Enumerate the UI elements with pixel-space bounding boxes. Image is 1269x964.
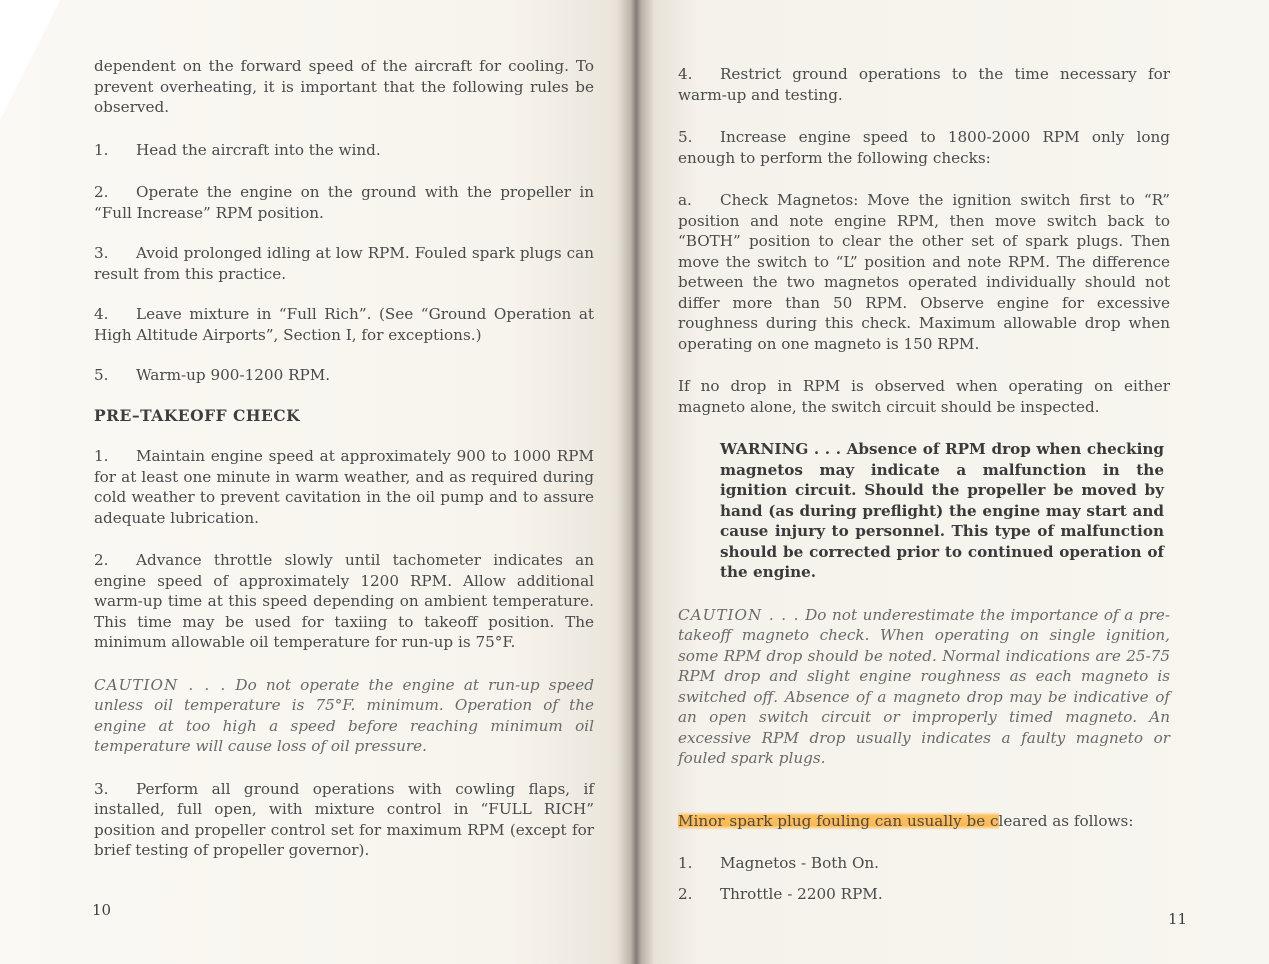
book-gutter [618,0,654,964]
fouling-step: 2. Throttle - 2200 RPM. [678,884,883,903]
right-page [636,0,1269,964]
warning-note: WARNING . . . Absence of RPM drop when checking magnetos may indicate a malfunction in the ignition circuit. Should the propeller be moved by hand (as during preflight) the engine may start and cause injury to personnel. This type of malfunction should be corrected prior to continued operation of the engine. [720,440,1164,581]
section-heading: PRE–TAKEOFF CHECK [94,405,301,425]
intro-paragraph: dependent on the forward speed of the aircraft for cooling. To prevent overheating, it is important that the following rules be observed. [94,57,594,116]
right-text-column [678,64,1170,904]
check-item: 3. Perform all ground operations with cowling flaps, if installed, full open, with mixture control in “FULL RICH” position and propeller control set for maximum RPM (except for brief testing of propeller governor). [94,779,594,859]
rule-item: 1. Head the aircraft into the wind. [94,140,381,159]
highlighted-text: Minor spark plug fouling can usually be c [678,811,999,830]
step-item: 4. Restrict ground operations to the time necessary for warm-up and testing. [678,65,1170,104]
left-text-column [94,56,594,861]
page-number: 11 [1168,910,1188,928]
page-number: 10 [92,901,112,919]
folded-corner [0,0,60,120]
step-item: 5. Increase engine speed to 1800-2000 RPM only long enough to perform the following checks: [678,128,1170,167]
check-item: 2. Advance throttle slowly until tachometer indicates an engine speed of approximately 1200 RPM. Allow additional warm-up time at this speed depending on ambient temperature. This time may be used for taxiing to takeoff position. The minimum allowable oil temperature for run-up is 75°F. [94,551,594,651]
rule-item: 4. Leave mixture in “Full Rich”. (See “Ground Operation at High Altitude Airports”, Section I, for exceptions.) [94,305,594,344]
caution-note: CAUTION . . . Do not operate the engine at run-up speed unless oil temperature is 75°F. minimum. Operation of the engine at too high a speed before reaching minimum oil temperature will cause loss of oil pressure. [94,675,594,755]
fouling-step: 1. Magnetos - Both On. [678,854,880,872]
check-item: 1. Maintain engine speed at approximately 900 to 1000 RPM for at least one minute in warm weather, and as required during cold weather to prevent cavitation in the oil pump and to assure adequate lubrication. [94,447,594,527]
fouling-paragraph: Minor spark plug fouling can usually be cleared as follows: [678,811,1134,830]
caution-note: CAUTION . . . Do not underestimate the importance of a pre-takeoff magneto check. When operating on single ignition, some RPM drop should be noted. Normal indications are 25-75 RPM drop and slight engine roughness as each magneto is switched off. Absence of a magneto drop may be indicative of an open switch circuit or improperly timed magneto. An excessive RPM drop usually indicates a faulty magneto or fouled spark plugs. [678,605,1171,767]
rule-item: 3. Avoid prolonged idling at low RPM. Fouled spark plugs can result from this practice. [94,244,594,283]
rule-item: 2. Operate the engine on the ground with the propeller in “Full Increase” RPM position. [94,183,594,222]
magneto-check-item: a. Check Magnetos: Move the ignition switch first to “R” position and note engine RPM, then move switch back to “BOTH” position to clear the other set of spark plugs. Then move the switch to “L” position and note RPM. The difference between the two magnetos operated individually should not differ more than 50 RPM. Observe engine for excessive roughness during this check. Maximum allowable drop when operating on one magneto is 150 RPM. [678,191,1170,353]
no-drop-paragraph: If no drop in RPM is observed when operating on either magneto alone, the switch circuit should be inspected. [678,377,1170,416]
rule-item: 5. Warm-up 900-1200 RPM. [94,366,331,384]
